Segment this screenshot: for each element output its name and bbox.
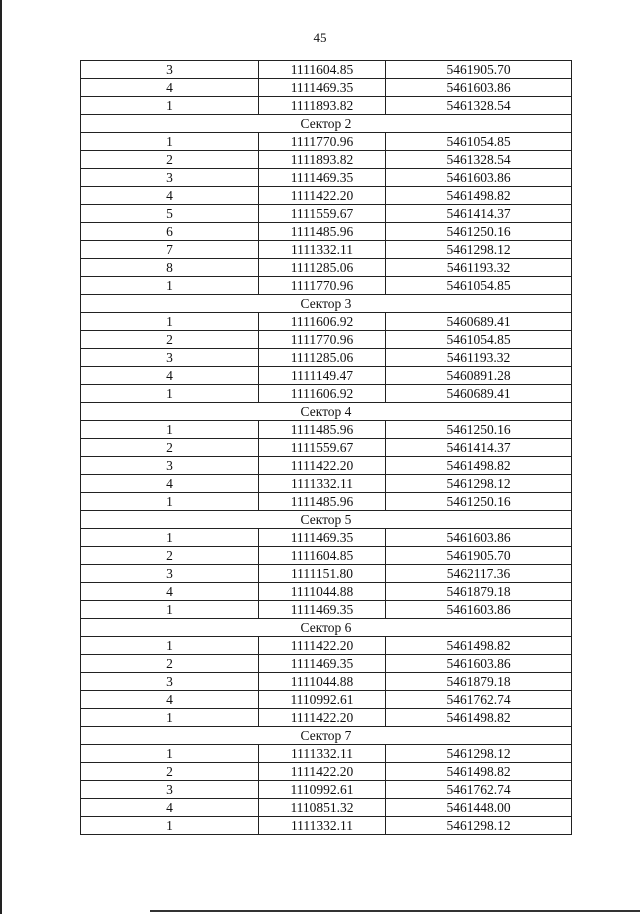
x-coordinate-cell: 1111044.88 xyxy=(259,583,386,601)
x-coordinate-cell: 1111469.35 xyxy=(259,655,386,673)
point-number-cell: 3 xyxy=(81,349,259,367)
x-coordinate-cell: 1111469.35 xyxy=(259,529,386,547)
x-coordinate-cell: 1111893.82 xyxy=(259,151,386,169)
table-row xyxy=(81,547,572,565)
table-row xyxy=(81,601,572,619)
sector-title: Сектор 2 xyxy=(81,115,572,133)
y-coordinate-cell: 5461193.32 xyxy=(386,259,572,277)
table-row xyxy=(81,421,572,439)
sector-header-row xyxy=(81,619,572,637)
point-number-cell: 3 xyxy=(81,457,259,475)
point-number-cell: 3 xyxy=(81,781,259,799)
x-coordinate-cell: 1111469.35 xyxy=(259,79,386,97)
table-row xyxy=(81,583,572,601)
x-coordinate-cell: 1111422.20 xyxy=(259,763,386,781)
y-coordinate-cell: 5461193.32 xyxy=(386,349,572,367)
table-row xyxy=(81,241,572,259)
point-number-cell: 2 xyxy=(81,439,259,457)
table-row xyxy=(81,799,572,817)
table-row xyxy=(81,259,572,277)
point-number-cell: 1 xyxy=(81,493,259,511)
y-coordinate-cell: 5461298.12 xyxy=(386,475,572,493)
table-row xyxy=(81,817,572,835)
table-row xyxy=(81,709,572,727)
table-row xyxy=(81,781,572,799)
point-number-cell: 2 xyxy=(81,331,259,349)
table-row xyxy=(81,367,572,385)
x-coordinate-cell: 1111604.85 xyxy=(259,547,386,565)
y-coordinate-cell: 5460689.41 xyxy=(386,385,572,403)
x-coordinate-cell: 1111044.88 xyxy=(259,673,386,691)
y-coordinate-cell: 5461762.74 xyxy=(386,781,572,799)
x-coordinate-cell: 1111485.96 xyxy=(259,493,386,511)
point-number-cell: 1 xyxy=(81,709,259,727)
point-number-cell: 1 xyxy=(81,637,259,655)
sector-title: Сектор 7 xyxy=(81,727,572,745)
x-coordinate-cell: 1111485.96 xyxy=(259,223,386,241)
y-coordinate-cell: 5461498.82 xyxy=(386,457,572,475)
point-number-cell: 3 xyxy=(81,673,259,691)
y-coordinate-cell: 5461905.70 xyxy=(386,61,572,79)
table-row xyxy=(81,673,572,691)
x-coordinate-cell: 1111332.11 xyxy=(259,475,386,493)
x-coordinate-cell: 1111485.96 xyxy=(259,421,386,439)
table-row xyxy=(81,385,572,403)
x-coordinate-cell: 1111285.06 xyxy=(259,349,386,367)
y-coordinate-cell: 5460689.41 xyxy=(386,313,572,331)
table-row xyxy=(81,169,572,187)
y-coordinate-cell: 5461498.82 xyxy=(386,763,572,781)
table-row xyxy=(81,457,572,475)
x-coordinate-cell: 1111422.20 xyxy=(259,637,386,655)
x-coordinate-cell: 1111422.20 xyxy=(259,187,386,205)
page-edge-bottom xyxy=(150,910,640,912)
x-coordinate-cell: 1110992.61 xyxy=(259,691,386,709)
table-row xyxy=(81,61,572,79)
y-coordinate-cell: 5461054.85 xyxy=(386,277,572,295)
y-coordinate-cell: 5461054.85 xyxy=(386,331,572,349)
x-coordinate-cell: 1111893.82 xyxy=(259,97,386,115)
point-number-cell: 2 xyxy=(81,655,259,673)
table-row xyxy=(81,637,572,655)
page-edge-left xyxy=(0,0,2,914)
table-row xyxy=(81,205,572,223)
point-number-cell: 1 xyxy=(81,97,259,115)
table-row xyxy=(81,475,572,493)
sector-title: Сектор 6 xyxy=(81,619,572,637)
x-coordinate-cell: 1111332.11 xyxy=(259,241,386,259)
x-coordinate-cell: 1111770.96 xyxy=(259,133,386,151)
y-coordinate-cell: 5461054.85 xyxy=(386,133,572,151)
y-coordinate-cell: 5461328.54 xyxy=(386,151,572,169)
point-number-cell: 4 xyxy=(81,475,259,493)
y-coordinate-cell: 5461298.12 xyxy=(386,241,572,259)
x-coordinate-cell: 1111606.92 xyxy=(259,313,386,331)
x-coordinate-cell: 1111606.92 xyxy=(259,385,386,403)
coordinates-table-body xyxy=(81,61,572,835)
x-coordinate-cell: 1111149.47 xyxy=(259,367,386,385)
point-number-cell: 3 xyxy=(81,169,259,187)
x-coordinate-cell: 1110851.32 xyxy=(259,799,386,817)
y-coordinate-cell: 5461328.54 xyxy=(386,97,572,115)
x-coordinate-cell: 1110992.61 xyxy=(259,781,386,799)
y-coordinate-cell: 5461414.37 xyxy=(386,205,572,223)
point-number-cell: 1 xyxy=(81,277,259,295)
x-coordinate-cell: 1111151.80 xyxy=(259,565,386,583)
point-number-cell: 4 xyxy=(81,187,259,205)
point-number-cell: 4 xyxy=(81,691,259,709)
sector-header-row xyxy=(81,727,572,745)
table-row xyxy=(81,79,572,97)
y-coordinate-cell: 5461498.82 xyxy=(386,187,572,205)
point-number-cell: 8 xyxy=(81,259,259,277)
point-number-cell: 4 xyxy=(81,79,259,97)
sector-header-row xyxy=(81,115,572,133)
table-row xyxy=(81,745,572,763)
table-row xyxy=(81,565,572,583)
y-coordinate-cell: 5461250.16 xyxy=(386,223,572,241)
table-row xyxy=(81,691,572,709)
y-coordinate-cell: 5461250.16 xyxy=(386,421,572,439)
y-coordinate-cell: 5461448.00 xyxy=(386,799,572,817)
x-coordinate-cell: 1111285.06 xyxy=(259,259,386,277)
x-coordinate-cell: 1111770.96 xyxy=(259,277,386,295)
y-coordinate-cell: 5461498.82 xyxy=(386,637,572,655)
y-coordinate-cell: 5461603.86 xyxy=(386,169,572,187)
x-coordinate-cell: 1111332.11 xyxy=(259,745,386,763)
table-row xyxy=(81,763,572,781)
table-row xyxy=(81,97,572,115)
page-number: 45 xyxy=(313,30,327,45)
point-number-cell: 1 xyxy=(81,133,259,151)
coordinates-table xyxy=(80,60,572,835)
table-row xyxy=(81,133,572,151)
sector-header-row xyxy=(81,295,572,313)
point-number-cell: 2 xyxy=(81,151,259,169)
y-coordinate-cell: 5461603.86 xyxy=(386,529,572,547)
point-number-cell: 1 xyxy=(81,529,259,547)
y-coordinate-cell: 5461879.18 xyxy=(386,583,572,601)
point-number-cell: 7 xyxy=(81,241,259,259)
y-coordinate-cell: 5461905.70 xyxy=(386,547,572,565)
sector-title: Сектор 5 xyxy=(81,511,572,529)
point-number-cell: 4 xyxy=(81,583,259,601)
table-row xyxy=(81,151,572,169)
sector-header-row xyxy=(81,511,572,529)
point-number-cell: 3 xyxy=(81,565,259,583)
table-row xyxy=(81,277,572,295)
sector-title: Сектор 3 xyxy=(81,295,572,313)
x-coordinate-cell: 1111469.35 xyxy=(259,601,386,619)
x-coordinate-cell: 1111469.35 xyxy=(259,169,386,187)
point-number-cell: 1 xyxy=(81,421,259,439)
point-number-cell: 4 xyxy=(81,799,259,817)
table-row xyxy=(81,223,572,241)
x-coordinate-cell: 1111332.11 xyxy=(259,817,386,835)
point-number-cell: 4 xyxy=(81,367,259,385)
y-coordinate-cell: 5461603.86 xyxy=(386,655,572,673)
y-coordinate-cell: 5461298.12 xyxy=(386,745,572,763)
point-number-cell: 5 xyxy=(81,205,259,223)
x-coordinate-cell: 1111422.20 xyxy=(259,709,386,727)
x-coordinate-cell: 1111604.85 xyxy=(259,61,386,79)
sector-header-row xyxy=(81,403,572,421)
y-coordinate-cell: 5461879.18 xyxy=(386,673,572,691)
y-coordinate-cell: 5460891.28 xyxy=(386,367,572,385)
point-number-cell: 1 xyxy=(81,601,259,619)
y-coordinate-cell: 5461762.74 xyxy=(386,691,572,709)
table-row xyxy=(81,655,572,673)
x-coordinate-cell: 1111422.20 xyxy=(259,457,386,475)
table-row xyxy=(81,439,572,457)
point-number-cell: 2 xyxy=(81,547,259,565)
point-number-cell: 1 xyxy=(81,817,259,835)
table-row xyxy=(81,349,572,367)
table-row xyxy=(81,187,572,205)
y-coordinate-cell: 5461298.12 xyxy=(386,817,572,835)
point-number-cell: 3 xyxy=(81,61,259,79)
table-row xyxy=(81,493,572,511)
sector-title: Сектор 4 xyxy=(81,403,572,421)
y-coordinate-cell: 5461414.37 xyxy=(386,439,572,457)
y-coordinate-cell: 5461250.16 xyxy=(386,493,572,511)
point-number-cell: 1 xyxy=(81,313,259,331)
x-coordinate-cell: 1111559.67 xyxy=(259,205,386,223)
table-row xyxy=(81,331,572,349)
point-number-cell: 1 xyxy=(81,385,259,403)
y-coordinate-cell: 5461603.86 xyxy=(386,79,572,97)
x-coordinate-cell: 1111770.96 xyxy=(259,331,386,349)
point-number-cell: 2 xyxy=(81,763,259,781)
point-number-cell: 1 xyxy=(81,745,259,763)
y-coordinate-cell: 5462117.36 xyxy=(386,565,572,583)
x-coordinate-cell: 1111559.67 xyxy=(259,439,386,457)
point-number-cell: 6 xyxy=(81,223,259,241)
y-coordinate-cell: 5461498.82 xyxy=(386,709,572,727)
y-coordinate-cell: 5461603.86 xyxy=(386,601,572,619)
table-row xyxy=(81,313,572,331)
table-row xyxy=(81,529,572,547)
